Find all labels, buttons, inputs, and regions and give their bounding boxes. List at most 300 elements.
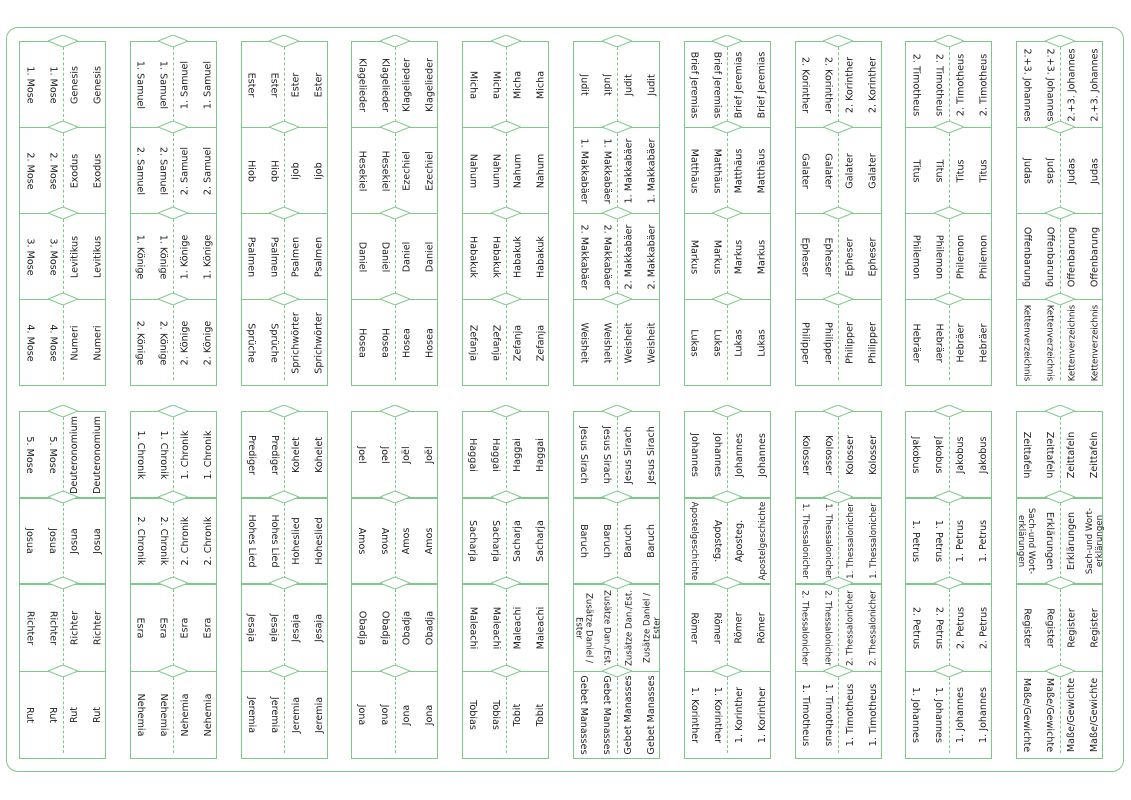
tab-label: 1. Timotheus bbox=[822, 683, 834, 747]
tab-label: Levitikus bbox=[92, 235, 103, 278]
tab-label: 2.+3. Johannes bbox=[1089, 47, 1101, 122]
tab-label: 1. Korinther bbox=[688, 686, 700, 744]
fold-line bbox=[173, 133, 174, 208]
fold-line bbox=[1060, 677, 1061, 753]
tab-label: Register bbox=[1021, 607, 1033, 648]
tab-label: Hoheslied bbox=[290, 517, 302, 565]
tab-label: Jeremia bbox=[313, 696, 325, 734]
tab-label: Johannes bbox=[756, 433, 768, 477]
tab-label: Kolosser bbox=[822, 434, 834, 476]
tab-label: 5. Mose bbox=[24, 436, 35, 474]
fold-line bbox=[506, 305, 507, 380]
tab-label: 2. Makkabäer bbox=[578, 224, 589, 289]
tab-label: Hiob bbox=[245, 159, 257, 182]
tab-label: Esra bbox=[157, 617, 169, 638]
tab-label: Offenbarung bbox=[1044, 226, 1056, 287]
fold-line bbox=[838, 305, 839, 380]
tab-label: Brief Jeremias bbox=[688, 51, 700, 118]
tab-label: 2. Korinther bbox=[822, 56, 834, 113]
tab-label: Haggai bbox=[535, 438, 547, 472]
tab-label: Jona bbox=[401, 704, 413, 726]
tab-label: 2. Timotheus bbox=[910, 53, 922, 116]
tab-label: 2. Chronik bbox=[157, 516, 169, 566]
tab-label: Ijob bbox=[290, 161, 302, 180]
tab-label: Weisheit bbox=[646, 322, 657, 363]
tab-label: Philipper bbox=[867, 321, 879, 364]
tab-label: Psalmen bbox=[313, 236, 325, 277]
tab-label: Maleachi bbox=[467, 606, 479, 649]
tab-label: Brief Jeremias bbox=[756, 51, 768, 118]
tab-label: 2.+3. Johannes bbox=[1021, 47, 1033, 122]
fold-line bbox=[395, 589, 396, 666]
tab-label: 2. Thessalonicher bbox=[799, 589, 810, 666]
tab-label: Amos bbox=[379, 527, 391, 555]
fold-line bbox=[949, 503, 950, 579]
tab-label: Offenbarung bbox=[1021, 226, 1033, 287]
tab-label: Kettenverzeichnis bbox=[1090, 304, 1101, 381]
tab-label: Hebräer bbox=[978, 323, 990, 362]
tab-label: Kolosser bbox=[867, 434, 879, 476]
tab-label: 1. Chronik bbox=[202, 430, 214, 480]
fold-line bbox=[173, 417, 174, 493]
tab-label: Josua bbox=[69, 528, 80, 554]
tab-label: Deuteronomium bbox=[69, 415, 80, 495]
tab-label: 1. Makkabäer bbox=[646, 138, 657, 203]
fold-line bbox=[63, 219, 64, 294]
tab-label: Philemon bbox=[910, 234, 922, 279]
tab-label: 2. Könige bbox=[157, 320, 169, 365]
tab-label: 2. Könige bbox=[134, 320, 146, 365]
tab-label: Zusätze Daniel / Ester bbox=[573, 592, 593, 663]
fold-line bbox=[506, 219, 507, 294]
fold-line bbox=[284, 417, 285, 493]
tab-label: Aposteg. bbox=[711, 519, 723, 563]
tab-label: 1. Chronik bbox=[134, 430, 146, 480]
tab-label: Titus bbox=[933, 158, 945, 183]
tab-label: Klagelieder bbox=[401, 57, 413, 112]
tab-label: Prediger bbox=[268, 435, 280, 475]
tab-label: Obadja bbox=[401, 610, 413, 645]
tab-label: Richter bbox=[69, 610, 80, 645]
tab-label: 1. Timotheus bbox=[844, 683, 856, 747]
tab-label: Sach-und Wort-erklärungen bbox=[1085, 507, 1106, 575]
tab-label: Ezechiel bbox=[424, 150, 436, 191]
tab-label: Matthäus bbox=[688, 148, 700, 193]
tab-label: Hesekiel bbox=[356, 150, 368, 191]
tab-label: Esra bbox=[202, 617, 214, 638]
tab-label: 2. Korinther bbox=[799, 56, 811, 113]
tab-label: Matthäus bbox=[711, 148, 723, 193]
tab-label: Ester bbox=[268, 72, 280, 97]
tab-label: Numeri bbox=[92, 324, 103, 361]
tab-label: Jesus Sirach bbox=[623, 426, 634, 484]
tab-label: Obadja bbox=[424, 610, 436, 645]
tab-label: Jesus Sirach bbox=[601, 426, 612, 484]
tab-label: Nahum bbox=[490, 153, 502, 188]
tab-label: Aposteg. bbox=[733, 519, 745, 563]
tab-label: Gebet Manasses bbox=[646, 675, 657, 755]
tab-label: Psalmen bbox=[245, 236, 257, 277]
tab-label: Genesis bbox=[69, 65, 80, 104]
tab-label: 2. Timotheus bbox=[933, 53, 945, 116]
tab-label: Zeittafeln bbox=[1021, 431, 1033, 479]
tab-sheet bbox=[6, 27, 1124, 772]
tab-label: Weisheit bbox=[578, 322, 589, 363]
fold-line bbox=[617, 589, 618, 666]
tab-label: 2.+3. Johannes bbox=[1066, 47, 1078, 122]
tab-label: 1. Samuel bbox=[134, 60, 146, 109]
tab-label: 2. Chronik bbox=[202, 516, 214, 566]
tab-label: 2. Korinther bbox=[844, 56, 856, 113]
tab-label: Hiob bbox=[268, 159, 280, 182]
fold-line bbox=[949, 219, 950, 294]
tab-label: Jesaja bbox=[245, 613, 257, 642]
tab-label: Hosea bbox=[379, 327, 391, 358]
fold-line bbox=[173, 219, 174, 294]
tab-label: Daniel bbox=[424, 241, 436, 272]
fold-line bbox=[727, 47, 728, 122]
tab-label: Jesaja bbox=[268, 613, 280, 642]
fold-line bbox=[506, 503, 507, 579]
tab-label: 1. Makkabäer bbox=[601, 138, 612, 203]
tab-label: Jona bbox=[379, 704, 391, 726]
tab-label: Judit bbox=[578, 73, 589, 96]
tab-label: 2. Mose bbox=[24, 151, 35, 190]
tab-label: Kolosser bbox=[799, 434, 811, 476]
fold-line bbox=[63, 305, 64, 380]
tab-label: 1. Könige bbox=[202, 234, 214, 279]
tab-label: Jeremia bbox=[268, 696, 280, 734]
fold-line bbox=[395, 305, 396, 380]
tab-label: Josua bbox=[47, 528, 58, 554]
tab-label: 2. Timotheus bbox=[955, 53, 967, 116]
tab-label: Jakobus bbox=[933, 436, 945, 474]
fold-line bbox=[727, 589, 728, 666]
tab-label: 1. Petrus bbox=[955, 519, 967, 563]
tab-label: Jesaja bbox=[290, 613, 302, 642]
tab-label: Jeremia bbox=[245, 696, 257, 734]
tab-label: Römer bbox=[711, 611, 723, 644]
tab-label: Gebet Manasses bbox=[623, 675, 634, 755]
fold-line bbox=[395, 503, 396, 579]
tab-label: Baruch bbox=[578, 524, 589, 558]
tab-label: 2. Samuel bbox=[134, 146, 146, 195]
tab-label: Zeittafeln bbox=[1044, 431, 1056, 479]
tab-label: Philipper bbox=[822, 321, 834, 364]
fold-line bbox=[284, 133, 285, 208]
tab-label: 1. Thessalonicher bbox=[822, 503, 833, 579]
tab-label: Offenbarung bbox=[1089, 226, 1101, 287]
tab-label: 2. Samuel bbox=[202, 146, 214, 195]
tab-label: Exodus bbox=[69, 153, 80, 188]
fold-line bbox=[506, 677, 507, 753]
tab-label: 1. Könige bbox=[134, 234, 146, 279]
tab-label: 1. Makkabäer bbox=[623, 138, 634, 203]
tab-label: 1. Korinther bbox=[733, 686, 745, 744]
fold-line bbox=[949, 417, 950, 493]
tab-label: 1. Johannes bbox=[910, 687, 922, 743]
tab-label: 4. Mose bbox=[47, 323, 58, 362]
tab-label: Hohes Lied bbox=[245, 514, 257, 568]
tab-label: Judas bbox=[1044, 157, 1056, 184]
tab-label: Epheser bbox=[799, 237, 811, 276]
tab-label: Rut bbox=[69, 706, 80, 724]
tab-label: Sacharja bbox=[467, 520, 479, 562]
tab-label: Ijob bbox=[313, 161, 325, 180]
tab-label: 2. Thessalonicher bbox=[822, 589, 833, 666]
tab-label: 1. Korinther bbox=[756, 686, 768, 744]
tab-label: 1. Samuel bbox=[157, 60, 169, 109]
fold-line bbox=[395, 133, 396, 208]
tab-label: 1. Thessalonicher bbox=[868, 503, 879, 579]
tab-label: Römer bbox=[733, 611, 745, 644]
tab-label: Rut bbox=[24, 706, 35, 724]
tab-label: Zusätze Dan./Est. bbox=[601, 589, 611, 666]
tab-label: Römer bbox=[688, 611, 700, 644]
tab-label: Josua bbox=[24, 528, 35, 554]
tab-label: Baruch bbox=[646, 524, 657, 558]
tab-label: Jakobus bbox=[910, 436, 922, 474]
fold-line bbox=[617, 133, 618, 208]
tab-label: Habakuk bbox=[467, 235, 479, 278]
tab-label: 2. Mose bbox=[47, 151, 58, 190]
tab-label: 2. Timotheus bbox=[978, 53, 990, 116]
tab-label: Register bbox=[1089, 607, 1101, 648]
fold-line bbox=[506, 589, 507, 666]
tab-label: Jesus Sirach bbox=[646, 426, 657, 484]
tab-label: 3. Mose bbox=[24, 237, 35, 276]
tab-label: 2. Makkabäer bbox=[623, 224, 634, 289]
tab-label: Genesis bbox=[92, 65, 103, 104]
tab-label: 1. Könige bbox=[157, 234, 169, 279]
tab-label: Matthäus bbox=[756, 148, 768, 193]
fold-line bbox=[284, 589, 285, 666]
tab-label: Ester bbox=[245, 72, 257, 97]
tab-label: Kolosser bbox=[844, 434, 856, 476]
fold-line bbox=[63, 133, 64, 208]
tab-label: Titus bbox=[910, 158, 922, 183]
tab-label: Levitikus bbox=[69, 235, 80, 278]
tab-label: 2. Makkabäer bbox=[646, 224, 657, 289]
tab-label: Esra bbox=[179, 617, 191, 638]
tab-label: 2. Petrus bbox=[910, 606, 922, 649]
fold-line bbox=[727, 219, 728, 294]
tab-label: Habakuk bbox=[512, 235, 524, 278]
fold-line bbox=[617, 677, 618, 753]
fold-line bbox=[506, 47, 507, 122]
tab-label: Judas bbox=[1066, 157, 1078, 184]
tab-label: Nehemia bbox=[134, 693, 146, 737]
tab-label: 1. Johannes bbox=[978, 687, 990, 743]
fold-line bbox=[284, 503, 285, 579]
fold-line bbox=[838, 219, 839, 294]
fold-line bbox=[173, 503, 174, 579]
tab-label: 2. Chronik bbox=[134, 516, 146, 566]
tab-label: Daniel bbox=[379, 241, 391, 272]
tab-label: 2. Chronik bbox=[179, 516, 191, 566]
fold-line bbox=[838, 503, 839, 579]
tab-label: Philemon bbox=[978, 234, 990, 279]
tab-label: Amos bbox=[401, 527, 413, 555]
tab-label: Micha bbox=[490, 70, 502, 99]
tab-label: Johannes bbox=[688, 433, 700, 477]
fold-line bbox=[63, 503, 64, 579]
tab-label: Kohelet bbox=[313, 437, 325, 473]
fold-line bbox=[173, 305, 174, 380]
tab-label: Daniel bbox=[401, 241, 413, 272]
tab-label: Obadja bbox=[356, 610, 368, 645]
tab-label: Philemon bbox=[933, 234, 945, 279]
tab-label: 1. Samuel bbox=[179, 60, 191, 109]
tab-label: Galater bbox=[799, 152, 811, 189]
tab-label: 3. Mose bbox=[47, 237, 58, 276]
tab-label: Sprichwörter bbox=[313, 311, 325, 374]
tab-label: 2. Makkabäer bbox=[601, 224, 612, 289]
tab-label: Judit bbox=[601, 73, 612, 96]
tab-label: Nahum bbox=[467, 153, 479, 188]
tab-label: Joël bbox=[424, 446, 436, 464]
tab-label: Ester bbox=[313, 72, 325, 97]
tab-label: 2. Samuel bbox=[157, 146, 169, 195]
tab-label: Judas bbox=[1021, 157, 1033, 184]
tab-label: Erklärungen bbox=[1044, 511, 1056, 571]
tab-label: Weisheit bbox=[623, 322, 634, 363]
fold-line bbox=[949, 589, 950, 666]
tab-label: 2. Könige bbox=[179, 320, 191, 365]
tab-label: Klagelieder bbox=[356, 57, 368, 112]
tab-label: Maleachi bbox=[512, 606, 524, 649]
fold-line bbox=[838, 417, 839, 493]
tab-label: Hebräer bbox=[910, 323, 922, 362]
fold-line bbox=[617, 417, 618, 493]
tab-label: 2. Samuel bbox=[179, 146, 191, 195]
tab-label: Nahum bbox=[535, 153, 547, 188]
tab-label: Zefanja bbox=[512, 324, 524, 361]
tab-label: Nehemia bbox=[179, 693, 191, 737]
fold-line bbox=[1060, 417, 1061, 493]
tab-label: Hohes Lied bbox=[268, 514, 280, 568]
tab-label: 1. Thessalonicher bbox=[799, 503, 810, 579]
tab-label: Zeittafeln bbox=[1066, 431, 1078, 479]
tab-label: 2. Könige bbox=[202, 320, 214, 365]
tab-label: Brief Jeremias bbox=[733, 51, 745, 118]
tab-label: Hosea bbox=[424, 327, 436, 358]
tab-label: Jesaja bbox=[313, 613, 325, 642]
tab-label: Kettenverzeichnis bbox=[1044, 304, 1055, 381]
fold-line bbox=[949, 47, 950, 122]
tab-label: Galater bbox=[822, 152, 834, 189]
fold-line bbox=[949, 305, 950, 380]
tab-label: Gebet Manasses bbox=[578, 675, 589, 755]
tab-label: Rut bbox=[92, 706, 103, 724]
tab-label: Markus bbox=[711, 239, 723, 274]
tab-label: Epheser bbox=[844, 237, 856, 276]
tab-label: Numeri bbox=[69, 324, 80, 361]
fold-line bbox=[1060, 503, 1061, 579]
tab-label: Psalmen bbox=[268, 236, 280, 277]
fold-line bbox=[1060, 47, 1061, 122]
fold-line bbox=[617, 219, 618, 294]
tab-label: Hebräer bbox=[933, 323, 945, 362]
tab-label: Apostelgeschichte bbox=[757, 501, 768, 581]
fold-line bbox=[727, 417, 728, 493]
tab-label: 1. Chronik bbox=[179, 430, 191, 480]
tab-label: Ezechiel bbox=[401, 150, 413, 191]
tab-label: 2.+3. Johannes bbox=[1044, 47, 1056, 122]
fold-line bbox=[617, 47, 618, 122]
tab-label: Haggai bbox=[467, 438, 479, 472]
tab-label: Amos bbox=[424, 527, 436, 555]
tab-label: 1. Könige bbox=[179, 234, 191, 279]
tab-label: Joel bbox=[356, 446, 368, 464]
tab-label: 1. Mose bbox=[24, 65, 35, 104]
tab-label: 4. Mose bbox=[24, 323, 35, 362]
tab-label: Zusätze Daniel / Ester bbox=[642, 592, 662, 663]
tab-label: Judit bbox=[646, 73, 657, 96]
fold-line bbox=[727, 677, 728, 753]
tab-label: Jeremia bbox=[290, 696, 302, 734]
tab-label: Galater bbox=[844, 152, 856, 189]
tab-label: Sacharja bbox=[512, 520, 524, 562]
tab-label: Sprüche bbox=[268, 322, 280, 363]
tab-label: Sacharja bbox=[490, 520, 502, 562]
tab-label: Obadja bbox=[379, 610, 391, 645]
fold-line bbox=[727, 133, 728, 208]
tab-label: Johannes bbox=[711, 433, 723, 477]
tab-label: Zeittafeln bbox=[1089, 431, 1101, 479]
fold-line bbox=[838, 133, 839, 208]
tab-label: Tobit bbox=[535, 703, 547, 727]
fold-line bbox=[395, 677, 396, 753]
tab-label: 2. Petrus bbox=[955, 606, 967, 649]
tab-label: Prediger bbox=[245, 435, 257, 475]
tab-label: Jona bbox=[424, 704, 436, 726]
tab-label: Ester bbox=[290, 72, 302, 97]
tab-label: Offenbarung bbox=[1066, 226, 1078, 287]
tab-label: Philemon bbox=[955, 234, 967, 279]
tab-label: Judas bbox=[1089, 157, 1101, 184]
tab-label: Baruch bbox=[601, 524, 612, 558]
tab-label: Joel bbox=[379, 446, 391, 464]
tab-label: Deuteronomium bbox=[92, 415, 103, 495]
fold-line bbox=[506, 417, 507, 493]
tab-label: Daniel bbox=[356, 241, 368, 272]
tab-label: Sach-und Wort-erklärungen bbox=[1016, 507, 1037, 575]
fold-line bbox=[63, 47, 64, 122]
tab-label: Maße/Gewichte bbox=[1044, 677, 1056, 753]
fold-line bbox=[63, 677, 64, 753]
fold-line bbox=[617, 305, 618, 380]
tab-label: Kohelet bbox=[290, 437, 302, 473]
tab-label: Markus bbox=[733, 239, 745, 274]
tab-label: Habakuk bbox=[490, 235, 502, 278]
tab-label: Tobias bbox=[490, 700, 502, 730]
tab-label: Micha bbox=[467, 70, 479, 99]
tab-label: Titus bbox=[978, 158, 990, 183]
tab-label: Kettenverzeichnis bbox=[1021, 304, 1032, 381]
fold-line bbox=[395, 219, 396, 294]
tab-label: Nehemia bbox=[157, 693, 169, 737]
fold-line bbox=[727, 503, 728, 579]
fold-line bbox=[173, 47, 174, 122]
tab-label: Philipper bbox=[844, 321, 856, 364]
tab-label: Lukas bbox=[688, 328, 700, 357]
fold-line bbox=[1060, 133, 1061, 208]
tab-label: Jesus Sirach bbox=[578, 426, 589, 484]
tab-label: Jakobus bbox=[955, 436, 967, 474]
tab-label: Römer bbox=[756, 611, 768, 644]
tab-label: Exodus bbox=[92, 153, 103, 188]
